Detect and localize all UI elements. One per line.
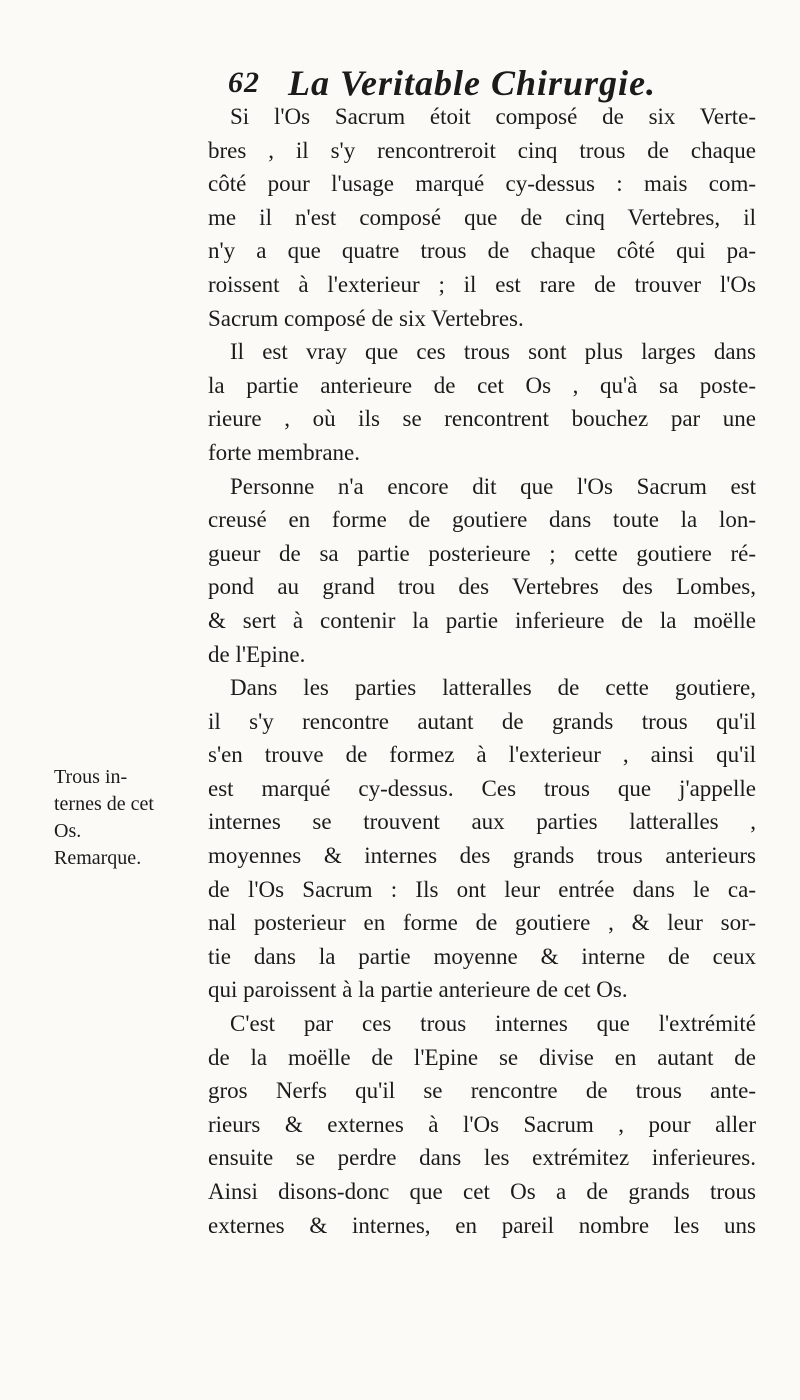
text-line: creusé en forme de goutiere dans toute la lon- xyxy=(208,507,756,533)
text-line: est marqué cy-dessus. Ces trous que j'appelle xyxy=(208,775,756,801)
text-line: externes & internes, en pareil nombre les uns xyxy=(208,1212,756,1238)
text-line: s'en trouve de formez à l'exterieur , ainsi qu'il xyxy=(208,742,756,768)
text-line: gros Nerfs qu'il se rencontre de trous ante- xyxy=(208,1078,756,1104)
text-line: nal posterieur en forme de goutiere , & leur sor- xyxy=(208,910,756,936)
text-line: la partie anterieure de cet Os , qu'à sa poste- xyxy=(208,372,756,398)
text-line: de l'Os Sacrum : Ils ont leur entrée dans le ca- xyxy=(208,876,756,902)
text-line: me il n'est composé que de cinq Vertebres, il xyxy=(208,204,756,230)
text-line: rieurs & externes à l'Os Sacrum , pour aller xyxy=(208,1111,756,1137)
running-title: La Veritable Chirurgie. xyxy=(288,63,657,103)
text-line: forte membrane. xyxy=(208,439,360,465)
text-line: rieure , où ils se rencontrent bouchez par une xyxy=(208,406,756,432)
text-line: moyennes & internes des grands trous anterieurs xyxy=(208,843,756,869)
text-line: Dans les parties latteralles de cette goutiere, xyxy=(230,675,756,701)
margin-note-line: Os. xyxy=(54,820,82,842)
text-line: il s'y rencontre autant de grands trous qu'il xyxy=(208,708,756,734)
text-line: tie dans la partie moyenne & interne de ceux xyxy=(208,943,756,969)
text-line: & sert à contenir la partie inferieure de la moëlle xyxy=(208,607,756,633)
text-line: Si l'Os Sacrum étoit composé de six Verte- xyxy=(230,104,756,129)
margin-note-line: ternes de cet xyxy=(54,793,154,815)
text-line: côté pour l'usage marqué cy-dessus : mais com- xyxy=(208,171,756,197)
text-line: pond au grand trou des Vertebres des Lombes, xyxy=(208,574,756,600)
text-line: Sacrum composé de six Vertebres. xyxy=(208,305,524,331)
body-text xyxy=(208,100,756,1242)
text-line: gueur de sa partie posterieure ; cette goutiere ré- xyxy=(208,540,756,566)
text-line: ensuite se perdre dans les extrémitez inferieures. xyxy=(208,1145,756,1171)
text-line: C'est par ces trous internes que l'extrémité xyxy=(230,1011,756,1037)
text-line: internes se trouvent aux parties latteralles , xyxy=(208,809,756,835)
margin-note-line: Trous in- xyxy=(54,766,128,788)
margin-note-line: Remarque. xyxy=(54,847,142,869)
text-line: de l'Epine. xyxy=(208,641,306,667)
text-line: qui paroissent à la partie anterieure de cet Os. xyxy=(208,977,628,1003)
text-line: de la moëlle de l'Epine se divise en autant de xyxy=(208,1044,756,1070)
text-line: Personne n'a encore dit que l'Os Sacrum est xyxy=(230,473,756,499)
text-line: n'y a que quatre trous de chaque côté qui pa- xyxy=(208,238,756,264)
page-number: 62 xyxy=(228,66,260,99)
margin-note xyxy=(54,764,206,872)
text-line: bres , il s'y rencontreroit cinq trous de chaque xyxy=(208,137,756,163)
text-line: Il est vray que ces trous sont plus larges dans xyxy=(230,339,756,365)
text-line: Ainsi disons-donc que cet Os a de grands trous xyxy=(208,1179,756,1204)
text-line: roissent à l'exterieur ; il est rare de trouver l'Os xyxy=(208,271,756,297)
